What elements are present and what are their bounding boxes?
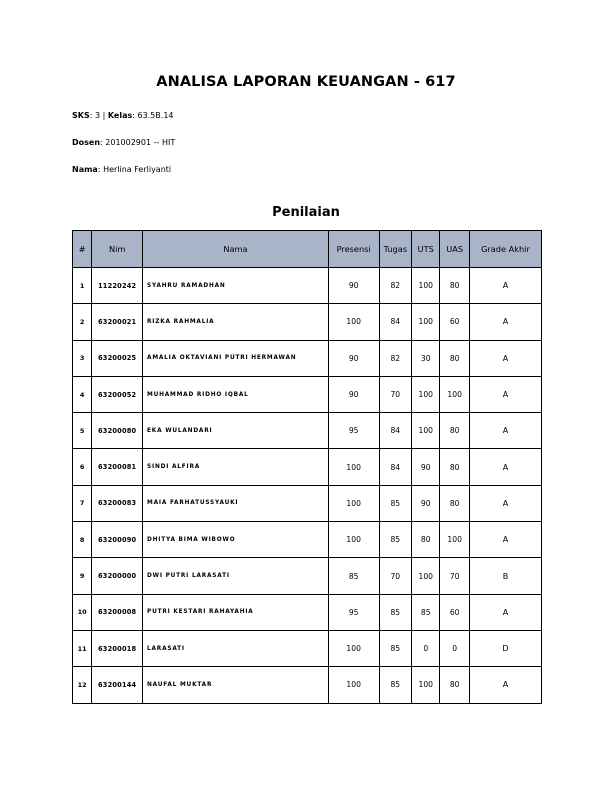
table-header-row: [73, 231, 542, 268]
cell-uts: 100: [412, 667, 440, 703]
cell-nama: SYAHRU RAMADHAN: [143, 268, 329, 304]
table-row: [73, 630, 542, 666]
cell-nama: LARASATI: [143, 630, 329, 666]
cell-grade: A: [469, 268, 541, 304]
cell-uts: 30: [412, 340, 440, 376]
cell-nama: SINDI ALFIRA: [143, 449, 329, 485]
table-row: [73, 667, 542, 703]
cell-no: 10: [73, 594, 92, 630]
cell-uts: 100: [412, 268, 440, 304]
cell-presensi: 85: [328, 558, 379, 594]
cell-nama: EKA WULANDARI: [143, 413, 329, 449]
cell-uas: 80: [440, 667, 469, 703]
table-row: [73, 485, 542, 521]
table-row: [73, 558, 542, 594]
cell-uas: 0: [440, 630, 469, 666]
cell-nim: 63200008: [92, 594, 143, 630]
header-tugas: Tugas: [379, 231, 411, 268]
cell-uas: 60: [440, 594, 469, 630]
cell-no: 11: [73, 630, 92, 666]
meta-sks-kelas: [72, 111, 174, 121]
cell-nama: DHITYA BIMA WIBOWO: [143, 522, 329, 558]
cell-grade: A: [469, 594, 541, 630]
header-uas: UAS: [440, 231, 469, 268]
cell-tugas: 85: [379, 667, 411, 703]
cell-uas: 60: [440, 304, 469, 340]
cell-uas: 100: [440, 522, 469, 558]
meta-dosen: [72, 138, 175, 148]
cell-uts: 100: [412, 304, 440, 340]
cell-presensi: 90: [328, 376, 379, 412]
cell-presensi: 100: [328, 304, 379, 340]
cell-tugas: 85: [379, 630, 411, 666]
cell-grade: A: [469, 667, 541, 703]
cell-nim: 63200052: [92, 376, 143, 412]
cell-presensi: 100: [328, 667, 379, 703]
cell-no: 4: [73, 376, 92, 412]
cell-presensi: 90: [328, 268, 379, 304]
cell-no: 1: [73, 268, 92, 304]
cell-tugas: 85: [379, 594, 411, 630]
header-presensi: Presensi: [328, 231, 379, 268]
cell-nim: 63200083: [92, 485, 143, 521]
nama-value: : Herlina Ferliyanti: [97, 165, 172, 174]
cell-uas: 80: [440, 485, 469, 521]
cell-nim: 63200090: [92, 522, 143, 558]
cell-uts: 80: [412, 522, 440, 558]
cell-uts: 100: [412, 413, 440, 449]
cell-tugas: 70: [379, 558, 411, 594]
cell-uas: 100: [440, 376, 469, 412]
cell-uas: 80: [440, 340, 469, 376]
cell-no: 12: [73, 667, 92, 703]
table-row: [73, 594, 542, 630]
header-grade: Grade Akhir: [469, 231, 541, 268]
cell-uts: 100: [412, 376, 440, 412]
table-row: [73, 413, 542, 449]
cell-grade: A: [469, 449, 541, 485]
cell-nim: 11220242: [92, 268, 143, 304]
sks-label: SKS: [72, 111, 90, 120]
cell-nim: 63200144: [92, 667, 143, 703]
cell-grade: A: [469, 413, 541, 449]
cell-uts: 0: [412, 630, 440, 666]
cell-nim: 63200000: [92, 558, 143, 594]
cell-grade: A: [469, 485, 541, 521]
cell-uas: 80: [440, 449, 469, 485]
header-no: #: [73, 231, 92, 268]
cell-nama: AMALIA OKTAVIANI PUTRI HERMAWAN: [143, 340, 329, 376]
cell-uts: 90: [412, 485, 440, 521]
cell-nim: 63200080: [92, 413, 143, 449]
cell-no: 7: [73, 485, 92, 521]
section-title: Penilaian: [272, 205, 340, 220]
cell-uts: 100: [412, 558, 440, 594]
cell-no: 2: [73, 304, 92, 340]
cell-tugas: 85: [379, 485, 411, 521]
cell-nama: MUHAMMAD RIDHO IQBAL: [143, 376, 329, 412]
dosen-value: : 201002901 -- HIT: [100, 138, 176, 147]
kelas-value: : 63.5B.14: [132, 111, 174, 120]
header-nama: Nama: [143, 231, 329, 268]
nama-label: Nama: [72, 165, 98, 174]
cell-nim: 63200018: [92, 630, 143, 666]
table-row: [73, 268, 542, 304]
cell-presensi: 90: [328, 340, 379, 376]
cell-uas: 80: [440, 413, 469, 449]
cell-presensi: 100: [328, 485, 379, 521]
cell-nama: DWI PUTRI LARASATI: [143, 558, 329, 594]
cell-nama: MAIA FARHATUSSYAUKI: [143, 485, 329, 521]
header-uts: UTS: [412, 231, 440, 268]
cell-grade: A: [469, 340, 541, 376]
table-row: [73, 449, 542, 485]
cell-presensi: 95: [328, 413, 379, 449]
cell-tugas: 82: [379, 268, 411, 304]
page-title: ANALISA LAPORAN KEUANGAN - 617: [156, 74, 456, 90]
cell-nim: 63200081: [92, 449, 143, 485]
table-row: [73, 304, 542, 340]
cell-uts: 85: [412, 594, 440, 630]
cell-nim: 63200025: [92, 340, 143, 376]
cell-tugas: 84: [379, 304, 411, 340]
cell-no: 8: [73, 522, 92, 558]
cell-grade: D: [469, 630, 541, 666]
cell-presensi: 100: [328, 449, 379, 485]
kelas-label: Kelas: [107, 111, 133, 120]
meta-nama: [72, 165, 171, 175]
sks-value: : 3 |: [89, 111, 108, 120]
grades-table: [72, 230, 542, 704]
cell-grade: B: [469, 558, 541, 594]
cell-grade: A: [469, 376, 541, 412]
cell-nama: NAUFAL MUKTAR: [143, 667, 329, 703]
cell-uas: 70: [440, 558, 469, 594]
cell-nim: 63200021: [92, 304, 143, 340]
cell-presensi: 95: [328, 594, 379, 630]
table-row: [73, 376, 542, 412]
cell-grade: A: [469, 522, 541, 558]
cell-presensi: 100: [328, 522, 379, 558]
cell-grade: A: [469, 304, 541, 340]
cell-tugas: 84: [379, 413, 411, 449]
table-row: [73, 522, 542, 558]
cell-uts: 90: [412, 449, 440, 485]
cell-no: 6: [73, 449, 92, 485]
header-nim: Nim: [92, 231, 143, 268]
dosen-label: Dosen: [72, 138, 101, 147]
cell-tugas: 85: [379, 522, 411, 558]
table-row: [73, 340, 542, 376]
cell-nama: RIZKA RAHMALIA: [143, 304, 329, 340]
cell-tugas: 84: [379, 449, 411, 485]
cell-no: 9: [73, 558, 92, 594]
cell-tugas: 82: [379, 340, 411, 376]
cell-presensi: 100: [328, 630, 379, 666]
cell-tugas: 70: [379, 376, 411, 412]
cell-uas: 80: [440, 268, 469, 304]
cell-no: 3: [73, 340, 92, 376]
cell-nama: PUTRI KESTARI RAHAYAHIA: [143, 594, 329, 630]
cell-no: 5: [73, 413, 92, 449]
